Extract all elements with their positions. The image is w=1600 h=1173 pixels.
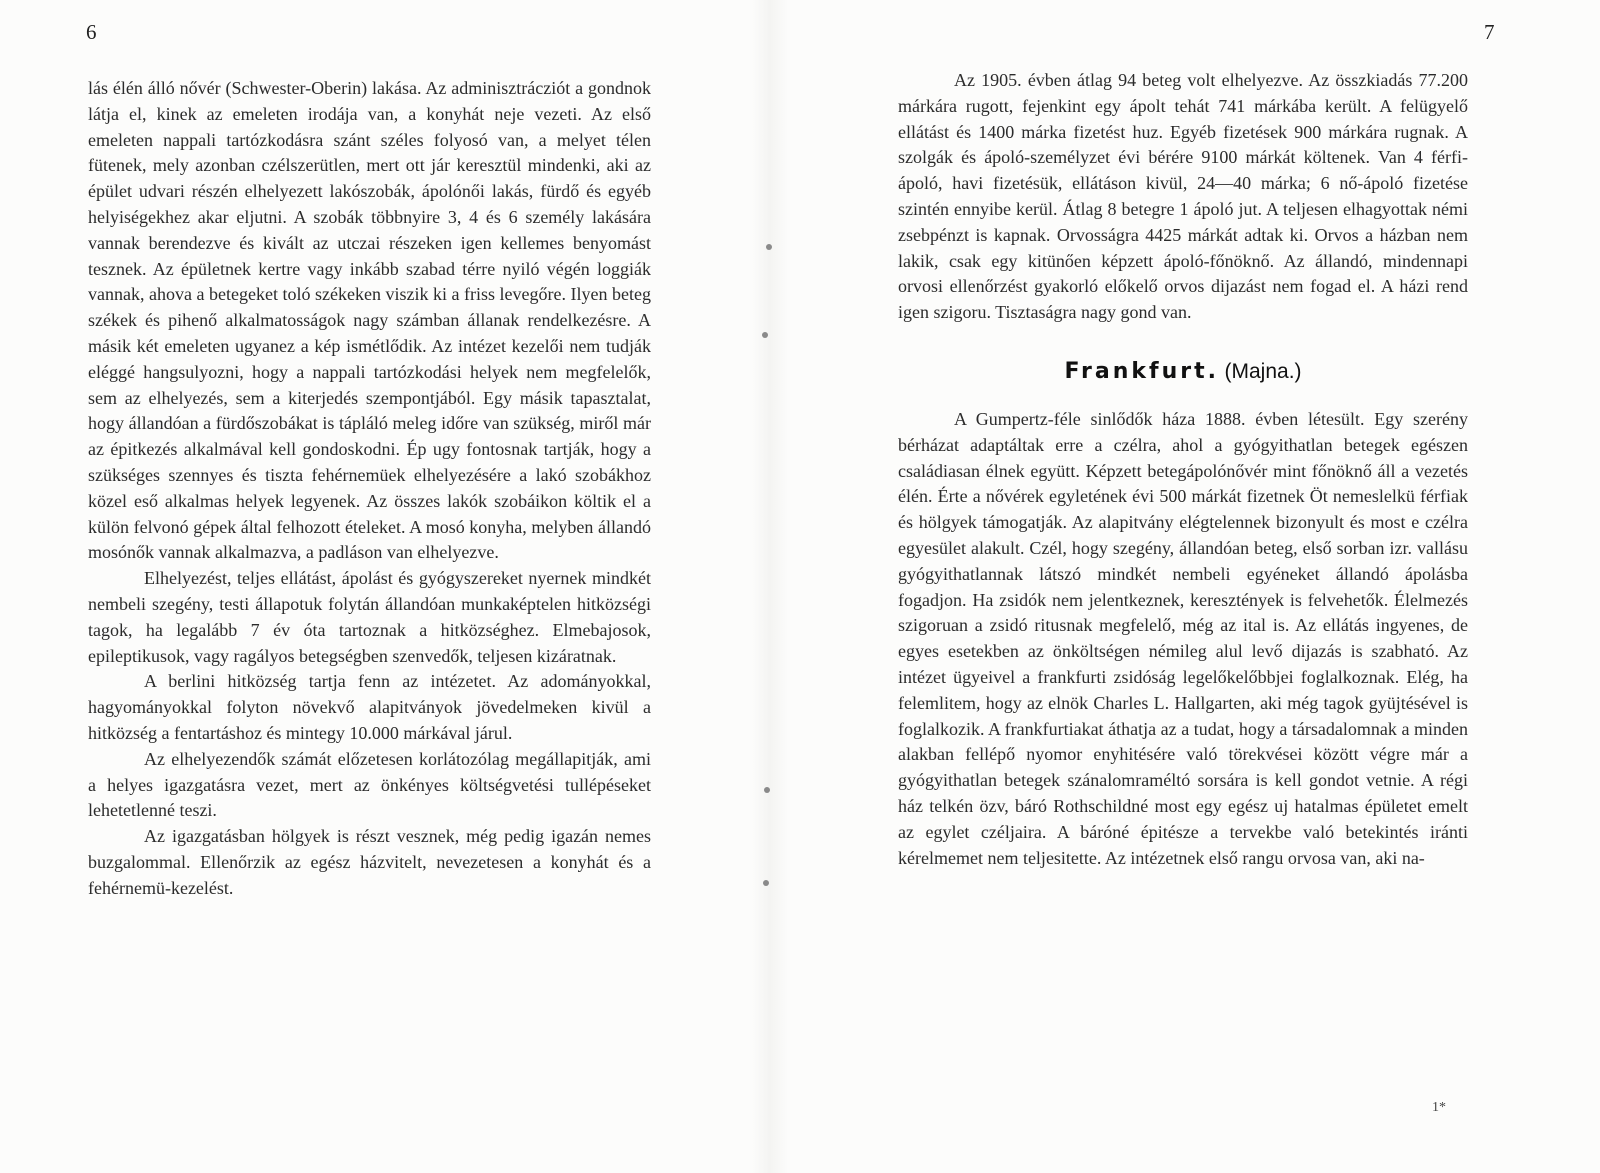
left-page: [0, 0, 752, 1173]
signature-mark: 1*: [1432, 1100, 1446, 1115]
paragraph: lás élén álló nővér (Schwester-Oberin) lakása. Az adminisztrácziót a gondnok látja el, kinek az emeleten irodája van, a konyhát neje vezeti. Az első emeleten nappali tartózkodásra szánt széles folyosó van, a melyet télen fütenek, mely azonban czélszerütlen, mert ott jár keresztül mindenki, aki az épület udvari részén elhelyezett lakószobák, ápolónői lakás, fürdő és egyéb helyiségekhez akar eljutni. A szobák többnyire 3, 4 és 6 személy lakására vannak berendezve és kivált az utczai részeken igen kellemes benyomást tesznek. Az épületnek kertre vagy inkább szabad térre nyiló végén loggiák vannak, ahova a betegeket toló székeken viszik ki a friss levegőre. Ilyen beteg székek és pihenő alkalmatosságok nagy számban állanak rendelkezésre. A másik két emeleten ugyanez a kép ismétlődik. Az intézet kezelői nem tudják eléggé hangsulyozni, hogy a nappali tartózkodási helyek nem megfelelők, sem az elhelyezés, sem a kiterjedés szempontjából. Egy másik tapasztalat, hogy állandóan a fürdőszobákat is tápláló meleg időre van szükség, miről már az épitkezés alkalmával kell gondoskodni. Ép ugy fontosnak tartják, hogy a szükséges szennyes és tiszta fehérnemüek elhelyezésére a lakó szobákhoz közel eső alkalmas helyek legyenek. Az összes lakók szobáikon költik el a külön felvonó gépek által felhozott ételeket. A mosó konyha, melyben állandó mosónők vannak alkalmazva, a padláson van elhelyezve.: [88, 78, 651, 563]
gutter-speck: [763, 880, 769, 886]
gutter-speck: [766, 244, 772, 250]
section-heading-subtitle: (Majna.): [1224, 359, 1302, 383]
paragraph: Az elhelyezendők számát előzetesen korlátozólag megállapitják, ami a helyes igazgatásra vezet, mert az önkényes költségvetési tullépéseket lehetetlenné teszi.: [88, 748, 651, 821]
paragraph: Elhelyezést, teljes ellátást, ápolást és gyógyszereket nyernek mindkét nembeli szegény, testi állapotuk folytán állandóan munkaképtelen hitközségi tagok, ha legalább 7 év óta tartoznak a hitközséghez. Elmebajosok, epileptikusok, vagy ragályos betegségben szenvedők, teljesen kizáratnak.: [88, 568, 651, 666]
section-heading: [898, 358, 1468, 385]
page-body: [88, 76, 651, 902]
section-heading-city: Frankfurt.: [1064, 358, 1220, 384]
page-number: 6: [86, 20, 97, 44]
page-body: [898, 68, 1468, 871]
paragraph: Az igazgatásban hölgyek is részt vesznek, még pedig igazán nemes buzgalommal. Ellenőrzik az egész házvitelt, nevezetesen a konyhát és a fehérnemü-kezelést.: [88, 826, 651, 898]
paragraph: A berlini hitközség tartja fenn az intézetet. Az adományokkal, hagyományokkal folyton növekvő alapitványok jövedelmeken kivül a hitközség a fentartáshoz és mintegy 10.000 márkával járul.: [88, 671, 651, 743]
book-gutter: [752, 0, 788, 1173]
gutter-speck: [764, 787, 770, 793]
paragraph: Az 1905. évben átlag 94 beteg volt elhelyezve. Az összkiadás 77.200 márkára rugott, fejenkint egy ápolt tehát 741 márkába került. A felügyelő ellátást és 1400 márka fizetést huz. Egyéb fizetések 900 márkára rugnak. A szolgák és ápoló-személyzet évi bérére 9100 márkát költenek. Van 4 férfi-ápoló, havi fizetésük, ellátáson kivül, 24—40 márka; 6 nő-ápoló fizetése szintén ennyibe kerül. Átlag 8 betegre 1 ápoló jut. A teljesen elhagyottak némi zsebpénzt is kapnak. Orvosságra 4425 márkát adtak ki. Orvos a házban nem lakik, csak egy kitünően képzett ápoló-főnöknő. Az állandó, mindennapi orvosi ellenőrzést gyakorló előkelő orvos dijazást nem fogad el. A házi rend igen szigoru. Tisztaságra nagy gond van.: [898, 70, 1468, 323]
page-number: 7: [1484, 20, 1495, 44]
gutter-speck: [762, 332, 768, 338]
right-page: [788, 0, 1600, 1173]
paragraph: A Gumpertz-féle sinlődők háza 1888. évben létesült. Egy szerény bérházat adaptáltak erre a czélra, ahol a gyógyithatlan betegek egészen családiasan élnek együtt. Képzett betegápolónővér mint főnöknő áll a vezetés élén. Érte a nővérek egyletének évi 500 márkát fizetnek Öt nemeslelkü férfiak és hölgyek támogatják. Az alapitvány elégtelennek bizonyult és most e czélra egyesület alakult. Czél, hogy szegény, állandóan beteg, első sorban izr. vallásu gyógyithatlannak látszó mindkét nembeli egyéneket állandó ápolásba fogadjon. Ha zsidók nem jelentkeznek, keresztények is felvehetők. Élelmezés szigoruan a zsidó ritusnak megfelelő, még az ital is. Az ellátás ingyenes, de egyes esetekben az önköltségen némileg alul levő dijazás is szabható. Az intézet ügyeivel a frankfurti zsidóság legelőkelőbbjei foglalkoznak. Elég, ha felemlitem, hogy az elnök Charles L. Hallgarten, aki még tagok gyüjtésével is foglalkozik. A frankfurtiakat áthatja az a tudat, hogy a társadalomnak a minden alakban fellépő nyomor enyhitésére való törekvései között végre már a gyógyithatlan betegek szánalomraméltó sorsára is kell gondot vetnie. A régi ház telkén özv, báró Rothschildné most egy egész uj hatalmas épületet emelt az egylet czéljaira. A báróné épitésze a tervekbe való betekintés iránti kérelmemet nem teljesitette. Az intézetnek első rangu orvosa van, aki na-: [898, 408, 1468, 868]
